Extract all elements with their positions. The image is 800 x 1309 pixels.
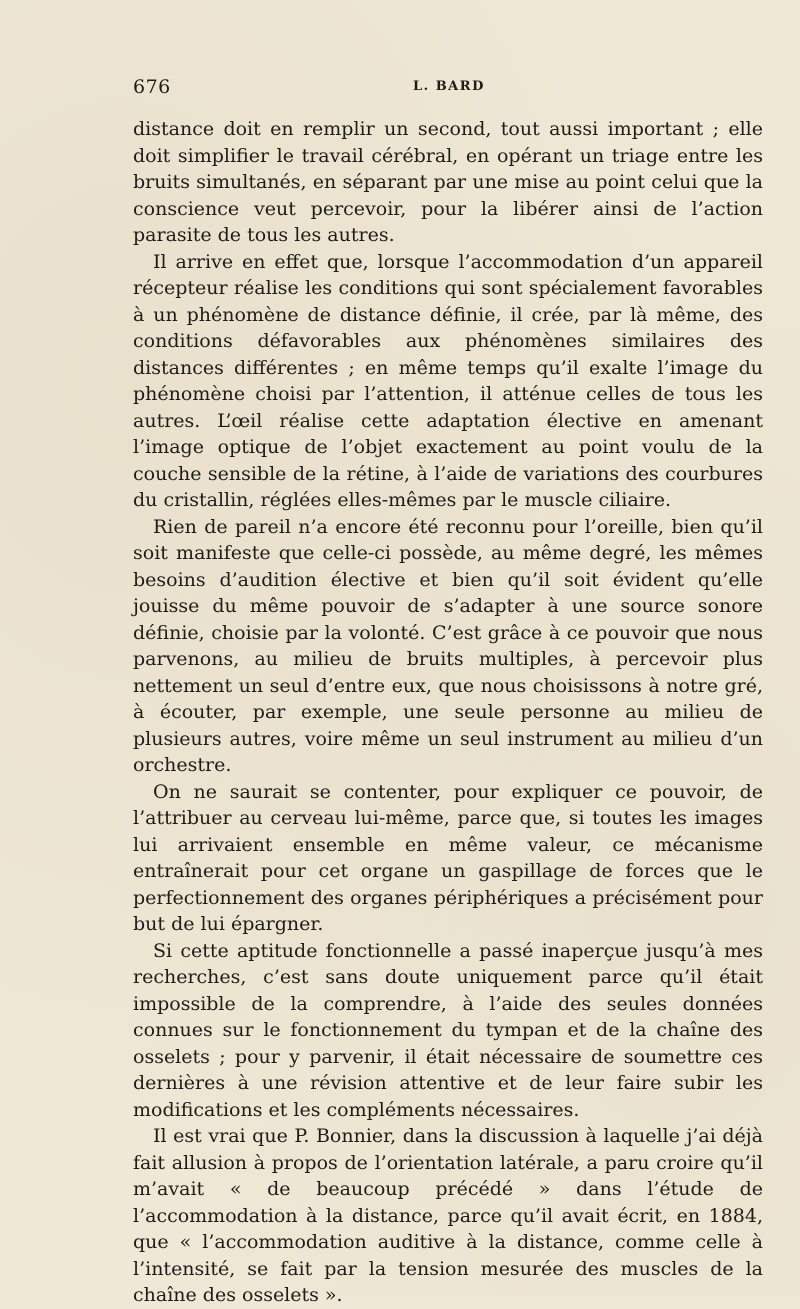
paragraph-4: On ne saurait se contenter, pour expliquer ce pouvoir, de l’attribuer au cerveau lui-même, parce que, si toutes les images lui arrivaient ensemble en même valeur, ce mécanisme entraînerait pour cet organe un gaspillage de forces que le perfectionnement des organes périphériques a précisément pour but de lui épargner. [133,780,763,935]
paragraph-3: Rien de pareil n’a encore été reconnu pour l’oreille, bien qu’il soit manifeste que celle-ci possède, au même degré, les mêmes besoins d’audition élective et bien qu’il soit évident qu’elle jouisse du même pouvoir de s’adapter à une source sonore définie, choisie par la volonté. C’est grâce à ce pouvoir que nous parvenons, au milieu de bruits multiples, à percevoir plus nettement un seul d’entre eux, que nous choisissons à notre gré, à écouter, par exemple, une seule personne au milieu de plusieurs autres, voire même un seul instrument au milieu d’un orchestre. [133,515,763,776]
paragraph-6: Il est vrai que P. Bonnier, dans la discussion à laquelle j’ai déjà fait allusion à propos de l’orientation latérale, a paru croire qu’il m’avait « de beaucoup précédé » dans l’étude de l’accommodation à la distance, parce qu’il avait écrit, en 1884, que « l’accommodation auditive à la distance, comme celle à l’intensité, se fait par la tension mesurée des muscles de la chaîne des osselets ». [133,1125,763,1306]
paragraph-5: Si cette aptitude fonctionnelle a passé inaperçue jusqu’à mes recherches, c’est sans doute uniquement parce qu’il était impossible de la comprendre, à l’aide des seules données connues sur le fonctionnement du tympan et de la chaîne des osselets ; pour y parvenir, il était nécessaire de soumettre ces dernières à une révision attentive et de leur faire subir les modifications et les compléments nécessaires. [133,939,763,1121]
page-number: 676 [133,76,171,98]
paragraph-2: Il arrive en effet que, lorsque l’accommodation d’un appareil récepteur réalise les conditions qui sont spécialement favorables à un phénomène de distance définie, il crée, par là même, des conditions défavorables aux phénomènes similaires des distances différentes ; en même temps qu’il exalte l’image du phénomène choisi par l’attention, il atténue celles de tous les autres. L’œil réalise cette adaptation élective en amenant l’image optique de l’objet exactement au point voulu de la couche sensible de la rétine, à l’aide de variations des courbures du cristallin, réglées elles-mêmes par le muscle ciliaire. [133,250,763,511]
body-text [133,116,763,1309]
page-header [133,76,763,104]
running-head: L. BARD [413,79,485,94]
paragraph-1: distance doit en remplir un second, tout aussi important ; elle doit simplifier le travail cérébral, en opérant un triage entre les bruits simultanés, en séparant par une mise au point celui que la conscience veut percevoir, pour la libérer ainsi de l’action parasite de tous les autres. [133,118,763,246]
